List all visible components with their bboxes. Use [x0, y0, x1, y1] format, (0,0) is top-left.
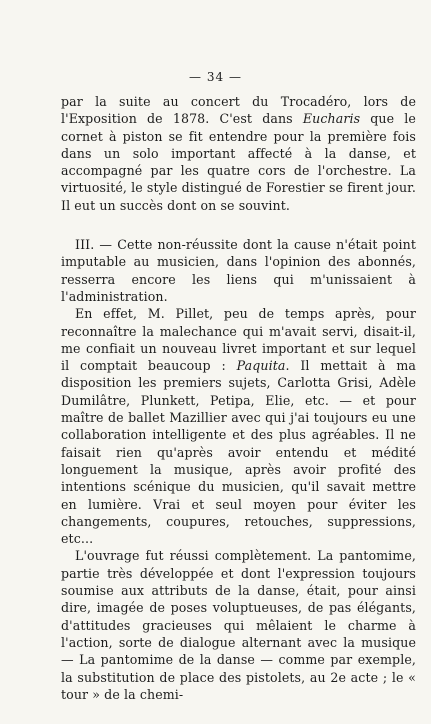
paragraph-1-text: par la suite au concert du Trocadéro, lors de l'Exposition de 1878. C'est dans [61, 94, 416, 127]
work-title-eucharis: Eucharis [302, 111, 361, 127]
paragraph-3-text-end: . Il mettait à ma disposition les premiers sujets, Carlotta Grisi, Adèle Dumilâtre, Plunkett, Petipa, Elie, etc. — et pour maître de ballet Mazillier avec qui j'ai toujours eu une collaboration intelligente et des plus agréables. Il ne faisait rien qu'après avoir entendu et médité longuement la musique, après avoir profité des intentions scénique du musicien, qu'il savait mettre en lumière. Vrai et seul moyen pour éviter les changements, coupures, retouches, suppressions, etc... [61, 358, 416, 547]
paragraph-1 [61, 93, 416, 214]
paragraph-3-text: En effet, M. Pillet, peu de temps après, pour reconnaître la malechance qui m'avait servi, disait-il, me confiait un nouveau livret important et sur lequel il comptait beaucoup : [61, 306, 416, 374]
paragraph-2 [61, 236, 416, 305]
paragraph-4 [61, 547, 416, 703]
section-gap [61, 214, 416, 236]
paragraph-3 [61, 305, 416, 547]
paragraph-2-text: III. — Cette non-réussite dont la cause n'était point imputable au musicien, dans l'opinion des abonnés, resserra encore les liens qui m'unissaient à l'administration. [61, 237, 416, 304]
body-text [61, 93, 416, 703]
paragraph-4-text: L'ouvrage fut réussi complètement. La pantomime, partie très développée et dont l'expression toujours soumise aux attributs de la danse, était, pour ainsi dire, imagée de poses voluptueuses, de pas élégants, d'attitudes gracieuses qui mêlaient le charme à l'action, sorte de dialogue alternant avec la musique — La pantomime de la danse — comme par exemple, la substitution de place des pistolets, au 2e acte ; le « tour » de la chemi- [61, 548, 416, 702]
work-title-paquita: Paquita [236, 358, 286, 374]
page-number: — 34 — [189, 70, 242, 84]
paragraph-1-text-end: que le cornet à piston se fit entendre pour la première fois dans un solo important affecté à la danse, et accompagné par les quatre cors de l'orchestre. La virtuosité, le style distingué de Forestier se firent jour. Il eut un succès dont on se souvint. [61, 111, 416, 213]
